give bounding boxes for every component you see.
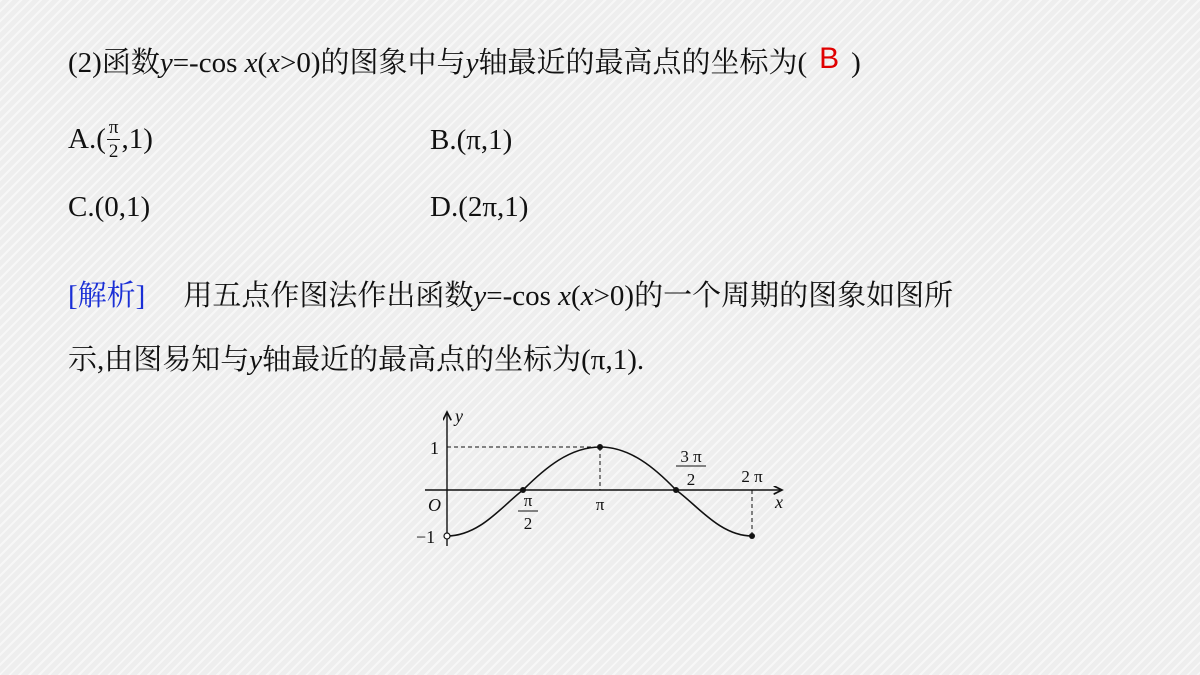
tick-two-pi: 2 π <box>741 467 763 486</box>
question-close: ) <box>851 47 861 79</box>
option-a-tail: ,1) <box>121 123 153 156</box>
question-paren: ( <box>257 47 268 79</box>
origin-label: O <box>428 495 441 515</box>
solution-paren: ( <box>571 280 581 312</box>
y-axis-label: y <box>455 406 463 426</box>
question-var-y2: y <box>465 47 479 79</box>
option-a-fraction <box>107 118 121 161</box>
tick-three-half-pi-num: 3 π <box>680 447 702 466</box>
solution-text-1a: 用五点作图法作出函数 <box>183 280 474 312</box>
question-var-x: x <box>244 47 258 79</box>
option-b: B.(π,1) <box>430 124 513 156</box>
option-a-label: A.( <box>68 123 106 156</box>
y-tick-neg1: −1 <box>416 527 436 547</box>
solution-var-x: x <box>558 280 572 312</box>
question-var-y: y <box>159 47 173 79</box>
option-a-numerator: π <box>108 117 119 138</box>
tick-pi: π <box>595 495 605 514</box>
solution-text-1b: >0)的一个周期的图象如图所 <box>593 280 954 312</box>
option-c: C.(0,1) <box>68 191 151 223</box>
point-two-pi <box>749 533 755 539</box>
question-equation: =-cos <box>172 47 245 79</box>
option-d: D.(2π,1) <box>430 191 529 223</box>
question-prefix: (2)函数 <box>68 47 160 79</box>
question-var-x2: x <box>267 47 281 79</box>
open-start-point <box>444 533 450 539</box>
point-max-pi <box>597 444 603 450</box>
cosine-curve <box>447 447 752 536</box>
solution-var-y2: y <box>249 344 263 376</box>
solution-text-2b: 轴最近的最高点的坐标为(π,1). <box>262 344 645 376</box>
question-condition: >0)的图象中与 <box>280 47 466 79</box>
tick-half-pi-den: 2 <box>523 514 533 533</box>
x-axis-label: x <box>775 492 783 512</box>
solution-text-2a: 示,由图易知与 <box>68 344 250 376</box>
solution-line-1 <box>68 282 953 311</box>
solution-equation: =-cos <box>486 280 559 312</box>
option-a <box>68 117 153 163</box>
question-line <box>68 42 861 79</box>
tick-half-pi-num: π <box>523 491 533 510</box>
solution-tag: [解析] <box>68 280 146 312</box>
option-a-denominator: 2 <box>108 141 119 162</box>
point-three-half-pi <box>673 487 679 493</box>
cosine-graph <box>405 402 805 562</box>
tick-three-half-pi-den: 2 <box>686 470 696 489</box>
answer-mark: B <box>819 42 840 75</box>
solution-var-x2: x <box>580 280 594 312</box>
y-tick-1: 1 <box>430 438 439 458</box>
solution-var-y: y <box>473 280 487 312</box>
solution-line-2 <box>68 346 644 375</box>
question-tail: 轴最近的最高点的坐标为( <box>478 47 808 79</box>
